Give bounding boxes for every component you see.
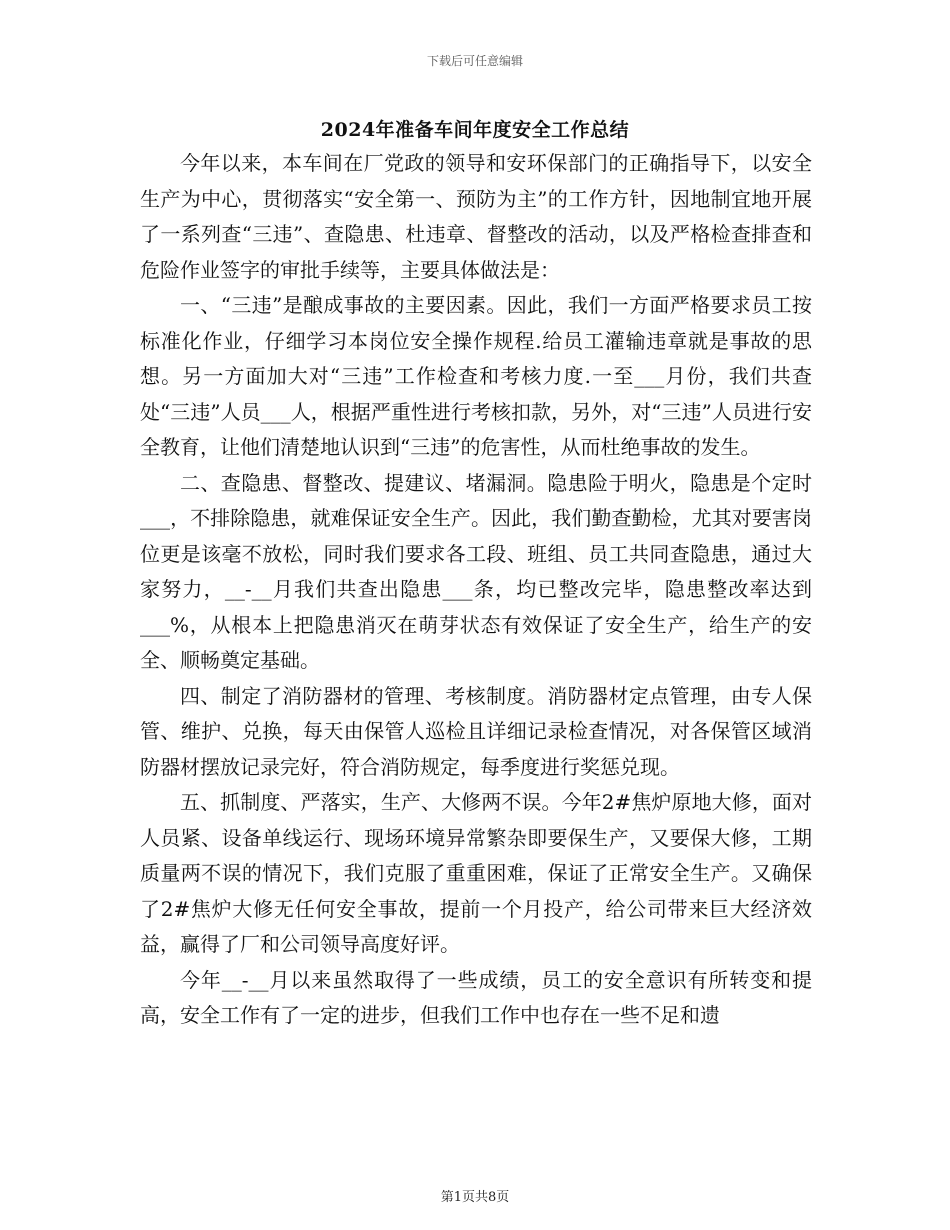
document-body (140, 146, 812, 1034)
paragraph-intro: 今年以来，本车间在厂党政的领导和安环保部门的正确指导下，以安全生产为中心，贯彻落实“安全第一、预防为主”的工作方针，因地制宜地开展了一系列查“三违”、查隐患、杜违章、督整改的活动，以及严格检查排查和危险作业签字的审批手续等，主要具体做法是： (140, 151, 812, 282)
paragraph-summary: 今年__-__月以来虽然取得了一些成绩，员工的安全意识有所转变和提高，安全工作有了一定的进步，但我们工作中也存在一些不足和遗 (140, 967, 812, 1027)
header-note: 下载后可任意编辑 (426, 54, 523, 68)
paragraph-section-4: 四、制定了消防器材的管理、考核制度。消防器材定点管理，由专人保管、维护、兑换，每天由保管人巡检且详细记录检查情况，对各保管区域消防器材摆放记录完好，符合消防规定，每季度进行奖惩兑现。 (140, 683, 812, 779)
paragraph-section-5: 五、抓制度、严落实，生产、大修两不误。今年2#焦炉原地大修，面对人员紧、设备单线运行、现场环境异常繁杂即要保生产，又要保大修，工期质量两不误的情况下，我们克服了重重困难，保证了正常安全生产。又确保了2#焦炉大修无任何安全事故，提前一个月投产，给公司带来巨大经济效益，赢得了厂和公司领导高度好评。 (140, 790, 812, 956)
paragraph-section-1: 一、“三违”是酿成事故的主要因素。因此，我们一方面严格要求员工按标准化作业，仔细学习本岗位安全操作规程.给员工灌输违章就是事故的思想。另一方面加大对“三违”工作检查和考核力度.一至___月份，我们共查处“三违”人员___人，根据严重性进行考核扣款，另外，对“三违”人员进行安全教育，让他们清楚地认识到“三违”的危害性，从而杜绝事故的发生。 (140, 293, 812, 459)
page-footer: 第1页共8页 (440, 1190, 510, 1205)
document-title: 2024年准备车间年度安全工作总结 (320, 119, 630, 141)
paragraph-section-2: 二、查隐患、督整改、提建议、堵漏洞。隐患险于明火，隐患是个定时___，不排除隐患，就难保证安全生产。因此，我们勤查勤检，尤其对要害岗位更是该毫不放松，同时我们要求各工段、班组、员工共同查隐患，通过大家努力，__-__月我们共查出隐患___条，均已整改完毕，隐患整改率达到___%，从根本上把隐患消灭在萌芽状态有效保证了安全生产，给生产的安全、顺畅奠定基础。 (140, 470, 812, 672)
